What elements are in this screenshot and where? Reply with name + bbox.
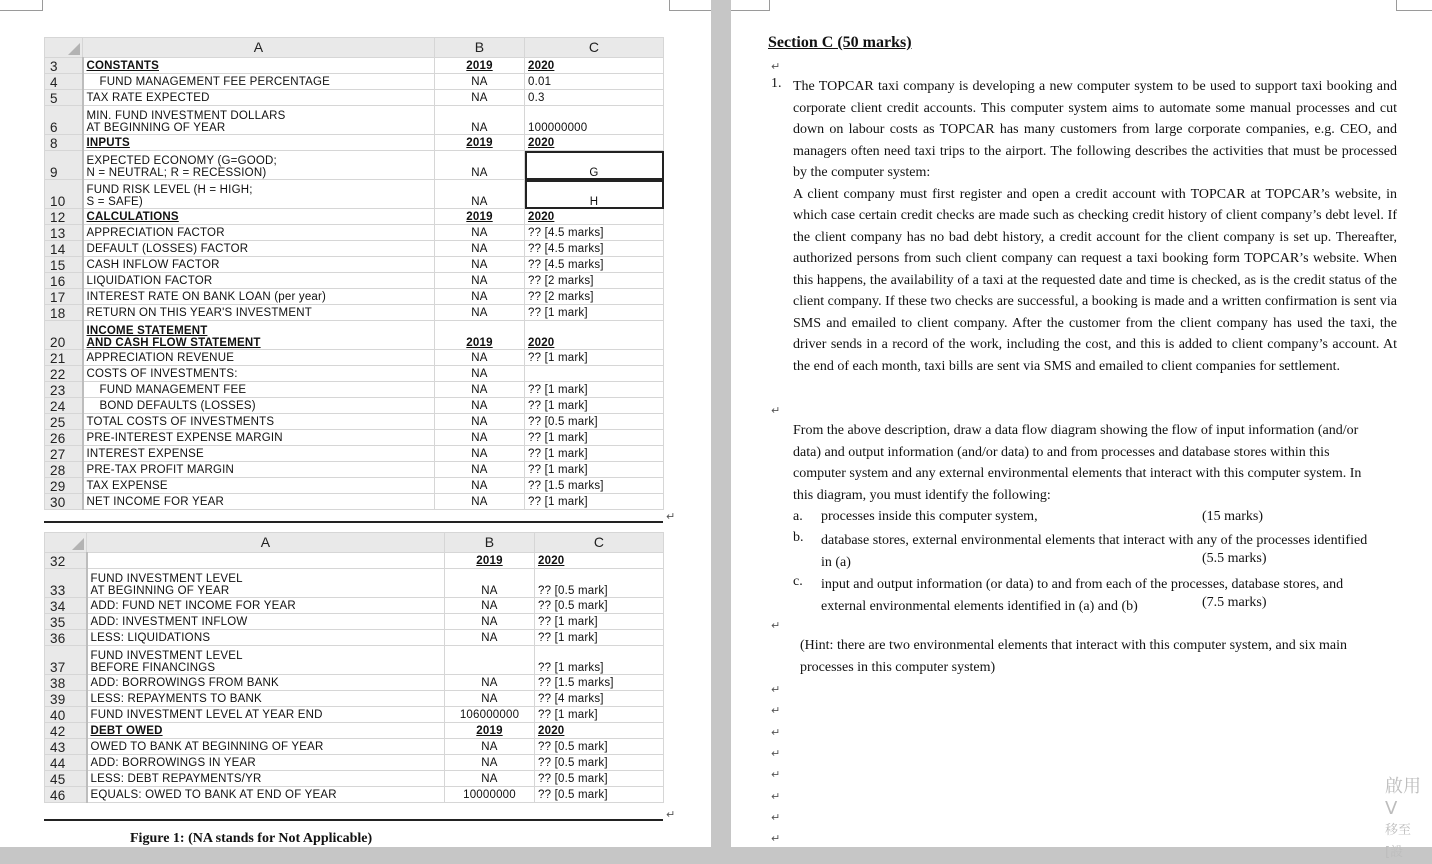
row-label: ADD: BORROWINGS IN YEAR — [87, 755, 445, 771]
cell-2020: 100000000 — [525, 106, 664, 135]
table-row — [45, 446, 664, 462]
cell-2019: NA — [435, 414, 525, 430]
cell-2019: NA — [435, 241, 525, 257]
table-row — [45, 630, 664, 646]
cell-2020: ?? [1 mark] — [525, 398, 664, 414]
column-header: C — [525, 38, 664, 58]
table-row — [45, 151, 664, 180]
row-number: 45 — [45, 771, 87, 787]
table-row — [45, 739, 664, 755]
row-number: 29 — [45, 478, 83, 494]
row-label: ADD: INVESTMENT INFLOW — [87, 614, 445, 630]
row-label: EXPECTED ECONOMY (G=GOOD; N = NEUTRAL; R = RECESSION) — [83, 151, 435, 180]
table-row — [45, 430, 664, 446]
row-label — [87, 553, 445, 569]
cell-2020: ?? [0.5 mark] — [535, 569, 664, 598]
row-number: 32 — [45, 553, 87, 569]
item-text: input and output information (or data) to and from each of the processes, database stores, and external environmental elements identified in (a) and (b) — [821, 577, 1344, 614]
table-row — [45, 257, 664, 273]
row-label: TAX EXPENSE — [83, 478, 435, 494]
row-label: COSTS OF INVESTMENTS: — [83, 366, 435, 382]
row-number: 43 — [45, 739, 87, 755]
row-label: RETURN ON THIS YEAR'S INVESTMENT — [83, 305, 435, 321]
table-row — [45, 305, 664, 321]
table-row — [45, 180, 664, 209]
table-row — [45, 414, 664, 430]
paragraph-mark: ↵ — [666, 808, 676, 821]
cell-2020: ?? [1 mark] — [535, 707, 664, 723]
cell-2019: NA — [445, 755, 535, 771]
row-label: INTEREST RATE ON BANK LOAN (per year) — [83, 289, 435, 305]
row-label: ADD: BORROWINGS FROM BANK — [87, 675, 445, 691]
spreadsheet-figure-bottom — [44, 532, 664, 803]
row-number: 26 — [45, 430, 83, 446]
table-row — [45, 707, 664, 723]
table-row — [45, 366, 664, 382]
paragraph-mark: ↵ — [771, 811, 781, 824]
cell-2020: ?? [1 marks] — [535, 646, 664, 675]
row-number: 21 — [45, 350, 83, 366]
cell-2020: ?? [1 mark] — [535, 614, 664, 630]
column-header: A — [87, 533, 445, 553]
cell-2020: ?? [0.5 mark] — [535, 598, 664, 614]
row-label: INCOME STATEMENT AND CASH FLOW STATEMENT — [83, 321, 435, 350]
cell-2019: 2019 — [445, 723, 535, 739]
cell-2019: NA — [445, 739, 535, 755]
cell-2020: 2020 — [525, 58, 664, 74]
paragraph-mark: ↵ — [771, 619, 781, 632]
table-row — [45, 273, 664, 289]
cell-2019: NA — [435, 90, 525, 106]
row-number: 24 — [45, 398, 83, 414]
paragraph-activities: A client company must first register and open a credit account with TOPCAR at TOPCAR’s website, in which case certain credit checks are made such as checking credit history of client company’s debt level. If the client company has no bad debt history, a credit account for the client company is set up. Thereafter, authorized persons from such client company can request a taxi booking form TOPCAR’s website. When this happens, the availability of a taxi at the requested date and time is checked, as is the credit status of the client company. If these two checks are successful, a booking is made and a written confirmation is sent via SMS and emailed to client company. After the customer from the client company has used the taxi, the driver sends in a record of the work, including the cost, and this is added to client company’s account. At the end of each month, taxi bills are sent via SMS and emailed to client companies for settlement. — [793, 186, 1397, 374]
cell-2020: ?? [0.5 mark] — [535, 787, 664, 803]
paragraph-mark: ↵ — [771, 683, 781, 696]
row-number: 38 — [45, 675, 87, 691]
cell-2020: 0.01 — [525, 74, 664, 90]
table-row — [45, 723, 664, 739]
column-header: C — [535, 533, 664, 553]
cell-2019: NA — [445, 771, 535, 787]
activate-windows-watermark — [1385, 776, 1432, 864]
cell-2019: NA — [435, 462, 525, 478]
row-number: 22 — [45, 366, 83, 382]
item-marks: (5.5 marks) — [1202, 551, 1267, 566]
select-all-corner — [45, 38, 83, 58]
cell-2020: ?? [0.5 mark] — [525, 414, 664, 430]
row-label: CALCULATIONS — [83, 209, 435, 225]
cell-2019: NA — [435, 398, 525, 414]
row-label: LIQUIDATION FACTOR — [83, 273, 435, 289]
cell-2019: NA — [435, 430, 525, 446]
table-row — [45, 755, 664, 771]
row-number: 37 — [45, 646, 87, 675]
row-number: 28 — [45, 462, 83, 478]
row-number: 3 — [45, 58, 83, 74]
row-number: 14 — [45, 241, 83, 257]
row-number: 39 — [45, 691, 87, 707]
column-header: B — [435, 38, 525, 58]
row-label: OWED TO BANK AT BEGINNING OF YEAR — [87, 739, 445, 755]
cell-2020: H — [525, 180, 664, 209]
row-number: 34 — [45, 598, 87, 614]
row-number: 12 — [45, 209, 83, 225]
cell-2020: ?? [1 mark] — [525, 305, 664, 321]
row-label: FUND RISK LEVEL (H = HIGH; S = SAFE) — [83, 180, 435, 209]
item-marks: (7.5 marks) — [1202, 595, 1267, 610]
table-row — [45, 225, 664, 241]
cell-2020: G — [525, 151, 664, 180]
watermark-line: 移至 [設 — [1385, 823, 1412, 860]
hint-text: (Hint: there are two environmental elements that interact with this computer system, and six main processes in this computer system) — [800, 638, 1348, 675]
row-label: APPRECIATION REVENUE — [83, 350, 435, 366]
row-label: INPUTS — [83, 135, 435, 151]
cell-2019: NA — [435, 106, 525, 135]
cell-2019: NA — [445, 614, 535, 630]
paragraph-intro: The TOPCAR taxi company is developing a new computer system to be used to support taxi booking and corporate client credit accounts. This computer system aims to automate some manual processes and cut down on labour costs as TOPCAR has many customers from large corporate companies, e.g. CEO, and managers often need taxi trips to the airport. The following describes the activities that must be processed by the computer system: — [793, 79, 1397, 180]
row-number: 17 — [45, 289, 83, 305]
row-label: DEFAULT (LOSSES) FACTOR — [83, 241, 435, 257]
item-text: database stores, external environmental elements that interact with any of the processes identified in (a) — [821, 533, 1368, 570]
row-number: 15 — [45, 257, 83, 273]
cell-2020: ?? [0.5 mark] — [535, 755, 664, 771]
table-row — [45, 553, 664, 569]
cell-2020: 2020 — [525, 321, 664, 350]
row-label: INTEREST EXPENSE — [83, 446, 435, 462]
row-label: FUND MANAGEMENT FEE — [83, 382, 435, 398]
row-label: LESS: LIQUIDATIONS — [87, 630, 445, 646]
row-label: FUND INVESTMENT LEVEL AT YEAR END — [87, 707, 445, 723]
cell-2020: ?? [1 mark] — [525, 350, 664, 366]
row-label: PRE-INTEREST EXPENSE MARGIN — [83, 430, 435, 446]
cell-2020: ?? [1 mark] — [525, 382, 664, 398]
row-number: 20 — [45, 321, 83, 350]
paragraph-mark: ↵ — [666, 510, 676, 523]
cell-2019: 2019 — [435, 321, 525, 350]
cell-2020: ?? [0.5 mark] — [535, 771, 664, 787]
paragraph-mark: ↵ — [771, 726, 781, 739]
paragraph-mark: ↵ — [771, 404, 781, 417]
row-label: FUND INVESTMENT LEVEL BEFORE FINANCINGS — [87, 646, 445, 675]
figure-caption: Figure 1: (NA stands for Not Applicable) — [130, 831, 373, 846]
table-row — [45, 787, 664, 803]
cell-2020 — [525, 366, 664, 382]
table-row — [45, 289, 664, 305]
paragraph-mark: ↵ — [771, 60, 781, 73]
cell-2020: ?? [2 marks] — [525, 289, 664, 305]
cell-2020: ?? [1 mark] — [535, 630, 664, 646]
cell-2019: 10000000 — [445, 787, 535, 803]
cell-2019: NA — [435, 446, 525, 462]
cell-2020: ?? [2 marks] — [525, 273, 664, 289]
table-row — [45, 241, 664, 257]
crop-mark — [731, 0, 770, 11]
column-header-row — [45, 533, 664, 553]
cell-2019: 2019 — [435, 58, 525, 74]
cell-2019: NA — [445, 569, 535, 598]
cell-2020: ?? [0.5 mark] — [535, 739, 664, 755]
table-row — [45, 321, 664, 350]
row-number: 35 — [45, 614, 87, 630]
table-row — [45, 771, 664, 787]
item-label: a. — [793, 509, 803, 524]
row-number: 16 — [45, 273, 83, 289]
cell-2020: ?? [1 mark] — [525, 494, 664, 510]
table-row — [45, 209, 664, 225]
table-row — [45, 398, 664, 414]
cell-2020: ?? [1 mark] — [525, 462, 664, 478]
cell-2020: ?? [4 marks] — [535, 691, 664, 707]
item-marks: (15 marks) — [1202, 509, 1264, 524]
cell-2019: NA — [445, 691, 535, 707]
table-row — [45, 382, 664, 398]
row-label: EQUALS: OWED TO BANK AT END OF YEAR — [87, 787, 445, 803]
cell-2019: NA — [435, 478, 525, 494]
table-row — [45, 74, 664, 90]
row-number: 5 — [45, 90, 83, 106]
table-row — [45, 58, 664, 74]
row-number: 33 — [45, 569, 87, 598]
table-row — [45, 350, 664, 366]
cell-2019: NA — [435, 366, 525, 382]
cell-2019: 2019 — [445, 553, 535, 569]
table-border-line — [44, 819, 663, 821]
cell-2020: 2020 — [525, 135, 664, 151]
cell-2020: ?? [4.5 marks] — [525, 241, 664, 257]
cell-2019: NA — [435, 74, 525, 90]
cell-2019: NA — [435, 257, 525, 273]
spreadsheet-figure-top — [44, 37, 664, 510]
cell-2019: NA — [445, 598, 535, 614]
table-row — [45, 646, 664, 675]
item-label: c. — [793, 574, 803, 589]
row-number: 13 — [45, 225, 83, 241]
watermark-line: 啟用 V — [1385, 776, 1421, 819]
left-document-page — [0, 0, 711, 847]
row-number: 8 — [45, 135, 83, 151]
table-border-line — [44, 521, 663, 523]
table-row — [45, 569, 664, 598]
item-label: b. — [793, 530, 804, 545]
cell-2020: 2020 — [535, 723, 664, 739]
item-text: processes inside this computer system, — [821, 509, 1038, 524]
cell-2019: NA — [445, 630, 535, 646]
row-label: PRE-TAX PROFIT MARGIN — [83, 462, 435, 478]
table-row — [45, 494, 664, 510]
paragraph-mark: ↵ — [771, 832, 781, 845]
cell-2019: NA — [435, 305, 525, 321]
section-title: Section C (50 marks) — [768, 34, 912, 51]
question-description — [793, 76, 1397, 377]
row-number: 6 — [45, 106, 83, 135]
row-number: 25 — [45, 414, 83, 430]
row-number: 40 — [45, 707, 87, 723]
cell-2020: ?? [1.5 marks] — [535, 675, 664, 691]
row-label: NET INCOME FOR YEAR — [83, 494, 435, 510]
table-row — [45, 675, 664, 691]
cell-2019: NA — [435, 382, 525, 398]
row-number: 4 — [45, 74, 83, 90]
cell-2019: NA — [435, 289, 525, 305]
cell-2020: ?? [1 mark] — [525, 446, 664, 462]
table-row — [45, 462, 664, 478]
paragraph-mark: ↵ — [771, 790, 781, 803]
paragraph-mark: ↵ — [771, 768, 781, 781]
row-label: BOND DEFAULTS (LOSSES) — [83, 398, 435, 414]
select-all-corner — [45, 533, 87, 553]
row-label: DEBT OWED — [87, 723, 445, 739]
row-label: MIN. FUND INVESTMENT DOLLARS AT BEGINNING OF YEAR — [83, 106, 435, 135]
row-label: FUND INVESTMENT LEVEL AT BEGINNING OF YEAR — [87, 569, 445, 598]
cell-2020: 2020 — [535, 553, 664, 569]
table-row — [45, 106, 664, 135]
table-row — [45, 614, 664, 630]
row-number: 30 — [45, 494, 83, 510]
paragraph-mark: ↵ — [771, 747, 781, 760]
column-header-row — [45, 38, 664, 58]
row-number: 36 — [45, 630, 87, 646]
row-number: 42 — [45, 723, 87, 739]
row-number: 9 — [45, 151, 83, 180]
row-number: 46 — [45, 787, 87, 803]
table-row — [45, 598, 664, 614]
cell-2019: NA — [435, 350, 525, 366]
row-label: CONSTANTS — [83, 58, 435, 74]
row-number: 10 — [45, 180, 83, 209]
row-label: ADD: FUND NET INCOME FOR YEAR — [87, 598, 445, 614]
crop-mark — [0, 0, 43, 11]
cell-2020: 2020 — [525, 209, 664, 225]
column-header: B — [445, 533, 535, 553]
row-number: 18 — [45, 305, 83, 321]
cell-2019: 106000000 — [445, 707, 535, 723]
cell-2020: ?? [1.5 marks] — [525, 478, 664, 494]
cell-2019: NA — [435, 494, 525, 510]
row-label: APPRECIATION FACTOR — [83, 225, 435, 241]
table-row — [45, 90, 664, 106]
row-number: 44 — [45, 755, 87, 771]
row-number: 23 — [45, 382, 83, 398]
cell-2019: NA — [435, 273, 525, 289]
row-label: FUND MANAGEMENT FEE PERCENTAGE — [83, 74, 435, 90]
row-number: 27 — [45, 446, 83, 462]
crop-mark — [669, 0, 711, 11]
paragraph-mark: ↵ — [771, 704, 781, 717]
cell-2019: 2019 — [435, 135, 525, 151]
cell-2019: 2019 — [435, 209, 525, 225]
table-row — [45, 478, 664, 494]
cell-2020: ?? [4.5 marks] — [525, 257, 664, 273]
cell-2019: NA — [445, 675, 535, 691]
crop-mark — [1396, 0, 1432, 11]
row-label: CASH INFLOW FACTOR — [83, 257, 435, 273]
row-label: TAX RATE EXPECTED — [83, 90, 435, 106]
table-row — [45, 691, 664, 707]
table-row — [45, 135, 664, 151]
cell-2020: ?? [1 mark] — [525, 430, 664, 446]
row-label: LESS: DEBT REPAYMENTS/YR — [87, 771, 445, 787]
cell-2020: 0.3 — [525, 90, 664, 106]
row-label: TOTAL COSTS OF INVESTMENTS — [83, 414, 435, 430]
cell-2019: NA — [435, 225, 525, 241]
cell-2019: NA — [435, 151, 525, 180]
question-instruction: From the above description, draw a data flow diagram showing the flow of input information (and/or data) and output information (and/or data) to and from processes and database stores within this computer system and any external environmental elements that interact with this computer system. In this diagram, you must identify the following: — [793, 423, 1362, 503]
column-header: A — [83, 38, 435, 58]
question-number: 1. — [771, 76, 782, 91]
cell-2020: ?? [4.5 marks] — [525, 225, 664, 241]
cell-2019 — [445, 646, 535, 675]
cell-2019: NA — [435, 180, 525, 209]
row-label: LESS: REPAYMENTS TO BANK — [87, 691, 445, 707]
